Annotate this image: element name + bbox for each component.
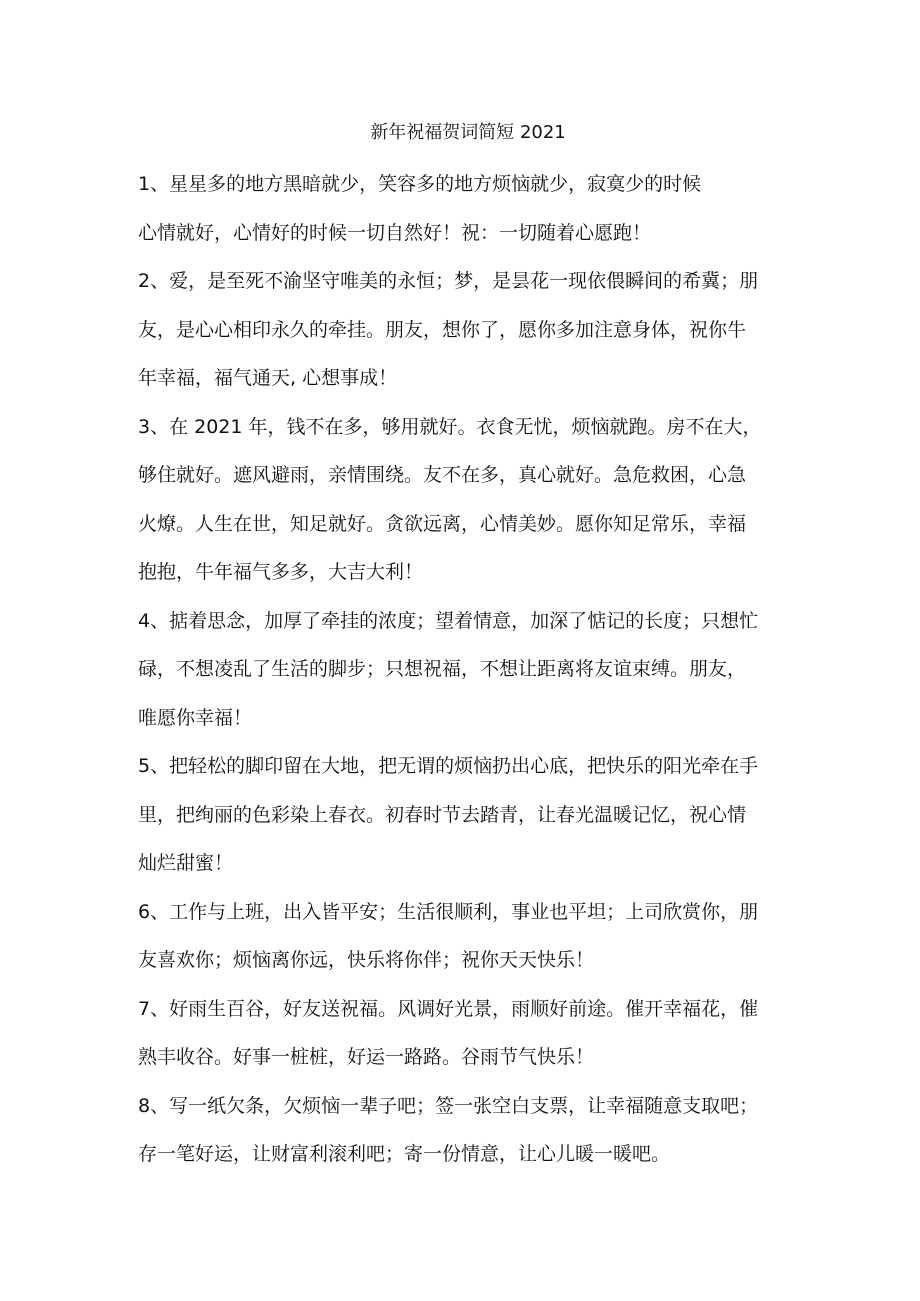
document-page — [138, 118, 798, 1179]
paragraph-line: 6、工作与上班，出入皆平安；生活很顺利，事业也平坦；上司欣赏你，朋 — [138, 900, 759, 923]
paragraph-line: 年幸福，福气通天, 心想事成！ — [138, 367, 398, 389]
paragraph-line: 碌，不想凌乱了生活的脚步；只想祝福，不想让距离将友谊束缚。朋友， — [138, 658, 747, 680]
paragraph-line: 灿烂甜蜜！ — [138, 852, 234, 874]
paragraph-3 — [138, 403, 798, 597]
paragraph-line: 7、好雨生百谷，好友送祝福。风调好光景，雨顺好前途。催开幸福花，催 — [138, 997, 759, 1020]
paragraph-line: 8、写一纸欠条，欠烦恼一辈子吧；签一张空白支票，让幸福随意支取吧； — [138, 1094, 759, 1117]
paragraph-2 — [138, 257, 798, 403]
document-title: 新年祝福贺词简短 2021 — [370, 122, 566, 143]
paragraph-line: 5、把轻松的脚印留在大地，把无谓的烦恼扔出心底，把快乐的阳光牵在手 — [138, 755, 759, 777]
paragraph-line: 唯愿你幸福！ — [138, 706, 253, 729]
paragraph-line: 4、掂着思念，加厚了牵挂的浓度；望着情意，加深了惦记的长度；只想忙 — [138, 609, 759, 632]
paragraph-line: 里，把绚丽的色彩染上春衣。初春时节去踏青，让春光温暖记忆，祝心情 — [138, 803, 747, 826]
paragraph-8 — [138, 1082, 798, 1179]
paragraph-line: 够住就好。遮风避雨，亲情围绕。友不在多，真心就好。急危救困，心急 — [138, 464, 747, 486]
paragraph-line: 友喜欢你；烦恼离你远，快乐将你伴；祝你天天快乐！ — [138, 949, 595, 971]
paragraph-line: 3、在 2021 年，钱不在多，够用就好。衣食无忧，烦恼就跑。房不在大， — [138, 415, 762, 438]
paragraph-line: 火燎。人生在世，知足就好。贪欲远离，心情美妙。愿你知足常乐，幸福 — [138, 512, 747, 535]
paragraph-line: 抱抱，牛年福气多多，大吉大利！ — [138, 561, 424, 583]
paragraph-line: 友，是心心相印永久的牵挂。朋友，想你了，愿你多加注意身体，祝你牛 — [138, 318, 747, 341]
paragraph-5 — [138, 742, 798, 888]
paragraph-7 — [138, 985, 798, 1082]
paragraph-line: 存一笔好运，让财富利滚利吧；寄一份情意，让心儿暖一暖吧。 — [138, 1143, 671, 1165]
paragraph-line: 熟丰收谷。好事一桩桩，好运一路路。谷雨节气快乐！ — [138, 1046, 595, 1068]
paragraph-line: 2、爱，是至死不渝坚守唯美的永恒；梦，是昙花一现依偎瞬间的希冀；朋 — [138, 270, 759, 292]
paragraph-4 — [138, 597, 798, 743]
paragraph-6 — [138, 888, 798, 985]
paragraph-line: 心情就好，心情好的时候一切自然好！祝：一切随着心愿跑！ — [138, 221, 652, 244]
paragraph-1 — [138, 160, 798, 257]
paragraph-line: 1、星星多的地方黑暗就少，笑容多的地方烦恼就少，寂寞少的时候 — [138, 173, 702, 195]
